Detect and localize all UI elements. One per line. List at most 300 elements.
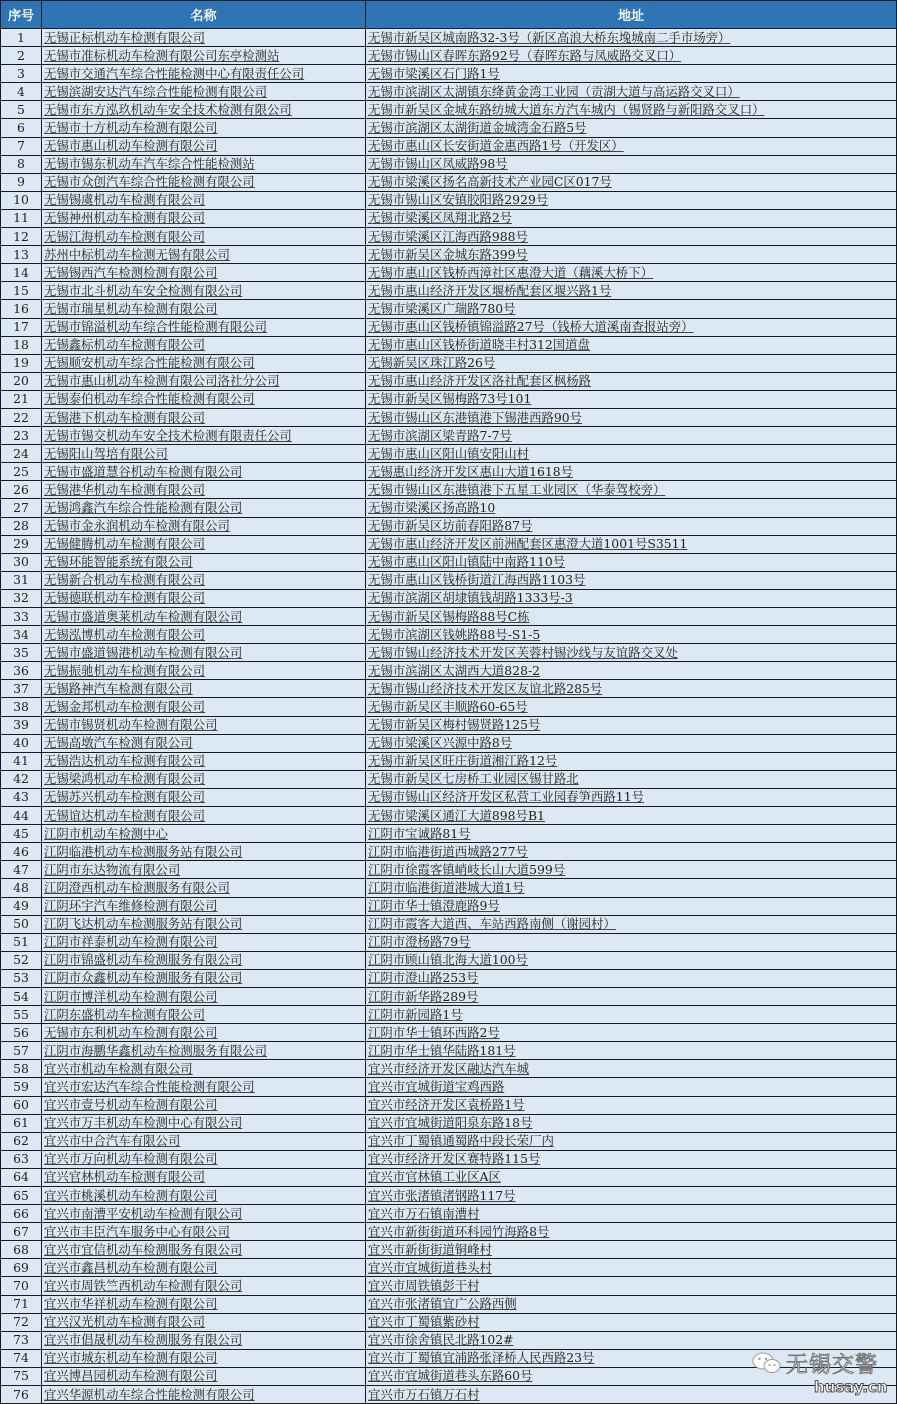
table-row [1, 300, 897, 318]
cell-address: 宜兴市新街街道铜峰村 [366, 1241, 897, 1259]
cell-address: 宜兴市宜城街道阳泉东路18号 [366, 1114, 897, 1132]
cell-no: 57 [1, 1042, 42, 1060]
cell-address: 无锡市新吴区丰顺路60-65号 [366, 698, 897, 716]
table-row [1, 282, 897, 300]
table-row [1, 1367, 897, 1385]
cell-name: 无锡德联机动车检测有限公司 [42, 589, 366, 607]
table-row [1, 608, 897, 626]
cell-no: 22 [1, 408, 42, 426]
table-row [1, 209, 897, 227]
cell-no: 2 [1, 47, 42, 65]
cell-address: 无锡市锡山区安镇胶阳路2929号 [366, 191, 897, 209]
cell-address: 宜兴市经济开发区赛特路115号 [366, 1150, 897, 1168]
cell-address: 宜兴市经济开发区融达汽车城 [366, 1060, 897, 1078]
table-row [1, 1168, 897, 1186]
cell-no: 32 [1, 589, 42, 607]
table-row [1, 915, 897, 933]
cell-address: 宜兴市官林镇工业区A区 [366, 1168, 897, 1186]
cell-name: 宜兴华源机动车综合性能检测有限公司 [42, 1386, 366, 1404]
table-row [1, 191, 897, 209]
cell-no: 1 [1, 29, 42, 47]
cell-name: 江阴市机动车检测中心 [42, 825, 366, 843]
cell-name: 无锡港华机动车检测有限公司 [42, 481, 366, 499]
cell-address: 无锡市锡山经济技术开发区芙蓉村锡沙线与友谊路交叉处 [366, 644, 897, 662]
cell-name: 无锡市十方机动车检测有限公司 [42, 119, 366, 137]
cell-name: 无锡市锡东机动车汽车综合性能检测站 [42, 155, 366, 173]
table-row [1, 173, 897, 191]
table-header-row [1, 1, 897, 29]
cell-address: 无锡市惠山经济开发区洛社配套区枫杨路 [366, 372, 897, 390]
table-row [1, 1096, 897, 1114]
cell-no: 63 [1, 1150, 42, 1168]
cell-address: 无锡市新吴区锡梅路73号101 [366, 390, 897, 408]
cell-no: 50 [1, 915, 42, 933]
cell-address: 无锡市梁溪区扬高路10 [366, 499, 897, 517]
cell-name: 宜兴市宜信机动车检测服务有限公司 [42, 1241, 366, 1259]
cell-address: 无锡市锡山区春晖东路92号（春晖东路与凤威路交叉口） [366, 47, 897, 65]
cell-no: 43 [1, 788, 42, 806]
cell-no: 56 [1, 1024, 42, 1042]
cell-name: 宜兴市宏达汽车综合性能检测有限公司 [42, 1078, 366, 1096]
cell-address: 无锡市新吴区金城东路399号 [366, 246, 897, 264]
cell-address: 宜兴市徐舍镇民北路102# [366, 1331, 897, 1349]
table-row [1, 1132, 897, 1150]
table-row [1, 734, 897, 752]
cell-name: 无锡泓博机动车检测有限公司 [42, 626, 366, 644]
cell-no: 69 [1, 1259, 42, 1277]
cell-address: 宜兴市丁蜀镇宜浦路张泽桥人民西路23号 [366, 1349, 897, 1367]
cell-name: 宜兴市壹号机动车检测有限公司 [42, 1096, 366, 1114]
cell-address: 无锡惠山经济开发区惠山大道1618号 [366, 463, 897, 481]
cell-name: 无锡市交通汽车综合性能检测中心有限责任公司 [42, 65, 366, 83]
cell-name: 江阴市东达物流有限公司 [42, 861, 366, 879]
table-row [1, 752, 897, 770]
cell-no: 60 [1, 1096, 42, 1114]
cell-no: 15 [1, 282, 42, 300]
cell-no: 45 [1, 825, 42, 843]
cell-no: 12 [1, 228, 42, 246]
cell-no: 47 [1, 861, 42, 879]
table-row [1, 680, 897, 698]
table-row [1, 1078, 897, 1096]
table-row [1, 1223, 897, 1241]
cell-no: 28 [1, 517, 42, 535]
cell-no: 5 [1, 101, 42, 119]
cell-address: 无锡市惠山区钱桥街道江海西路1103号 [366, 571, 897, 589]
table-row [1, 644, 897, 662]
table-row [1, 1187, 897, 1205]
cell-no: 16 [1, 300, 42, 318]
table-row [1, 445, 897, 463]
cell-no: 52 [1, 951, 42, 969]
table-row [1, 137, 897, 155]
cell-address: 无锡市梁溪区扬名高新技术产业园C区017号 [366, 173, 897, 191]
cell-name: 宜兴市鑫昌机动车检测有限公司 [42, 1259, 366, 1277]
cell-no: 9 [1, 173, 42, 191]
cell-no: 53 [1, 969, 42, 987]
cell-name: 无锡锡虞机动车检测有限公司 [42, 191, 366, 209]
cell-address: 无锡市惠山经济开发区前洲配套区惠澄大道1001号S3511 [366, 535, 897, 553]
cell-name: 宜兴市周铁竺西机动车检测有限公司 [42, 1277, 366, 1295]
cell-address: 江阴市宝诚路81号 [366, 825, 897, 843]
cell-no: 20 [1, 372, 42, 390]
cell-address: 宜兴市宜城街道巷头东路60号 [366, 1367, 897, 1385]
cell-no: 24 [1, 445, 42, 463]
table-row [1, 1277, 897, 1295]
cell-no: 68 [1, 1241, 42, 1259]
cell-address: 宜兴市经济开发区袁桥路1号 [366, 1096, 897, 1114]
table-row [1, 825, 897, 843]
cell-address: 无锡市滨湖区梁青路7-7号 [366, 427, 897, 445]
cell-no: 27 [1, 499, 42, 517]
cell-no: 10 [1, 191, 42, 209]
table-row [1, 1259, 897, 1277]
cell-name: 宜兴市城东机动车检测有限公司 [42, 1349, 366, 1367]
cell-name: 无锡市惠山机动车检测有限公司洛社分公司 [42, 372, 366, 390]
table-row [1, 228, 897, 246]
cell-address: 无锡市梁溪区石门路1号 [366, 65, 897, 83]
cell-address: 无锡市梁溪区广瑞路780号 [366, 300, 897, 318]
cell-address: 无锡市惠山区钱桥西漳社区惠澄大道（藕溪大桥下） [366, 264, 897, 282]
table-row [1, 408, 897, 426]
cell-no: 66 [1, 1205, 42, 1223]
cell-address: 江阴市华士镇环西路2号 [366, 1024, 897, 1042]
table-row [1, 1006, 897, 1024]
cell-no: 41 [1, 752, 42, 770]
cell-name: 无锡市东利机动车检测有限公司 [42, 1024, 366, 1042]
cell-no: 31 [1, 571, 42, 589]
cell-no: 54 [1, 987, 42, 1005]
cell-no: 48 [1, 879, 42, 897]
cell-name: 无锡鑫标机动车检测有限公司 [42, 336, 366, 354]
cell-name: 无锡顺安机动车综合性能检测有限公司 [42, 354, 366, 372]
table-row [1, 1349, 897, 1367]
cell-no: 75 [1, 1367, 42, 1385]
table-row [1, 246, 897, 264]
cell-address: 无锡市梁溪区凤翔北路2号 [366, 209, 897, 227]
cell-name: 无锡市锡贤机动车检测有限公司 [42, 716, 366, 734]
cell-name: 无锡泰伯机动车综合性能检测有限公司 [42, 390, 366, 408]
cell-no: 3 [1, 65, 42, 83]
cell-name: 苏州中标机动车检测无锡有限公司 [42, 246, 366, 264]
table-row [1, 1313, 897, 1331]
cell-address: 无锡新吴区珠江路26号 [366, 354, 897, 372]
cell-no: 58 [1, 1060, 42, 1078]
cell-no: 40 [1, 734, 42, 752]
table-row [1, 987, 897, 1005]
cell-no: 64 [1, 1168, 42, 1186]
table-row [1, 933, 897, 951]
cell-name: 无锡谊达机动车检测有限公司 [42, 807, 366, 825]
table-row [1, 83, 897, 101]
table-row [1, 47, 897, 65]
cell-no: 51 [1, 933, 42, 951]
cell-address: 无锡市梁溪区兴源中路8号 [366, 734, 897, 752]
cell-address: 无锡市惠山区钱桥镇锦溢路27号（钱桥大道溪南查报站旁） [366, 318, 897, 336]
cell-no: 38 [1, 698, 42, 716]
cell-name: 无锡健腾机动车检测有限公司 [42, 535, 366, 553]
cell-name: 无锡市东方泓玖机动车安全技术检测有限公司 [42, 101, 366, 119]
cell-name: 无锡锡西汽车检测检测有限公司 [42, 264, 366, 282]
table-row [1, 318, 897, 336]
cell-no: 33 [1, 608, 42, 626]
cell-address: 无锡市新吴区锡梅路88号C栋 [366, 608, 897, 626]
table-row [1, 626, 897, 644]
table-row [1, 879, 897, 897]
cell-address: 无锡市新吴区梅村锡贤路125号 [366, 716, 897, 734]
cell-name: 宜兴市中合汽车有限公司 [42, 1132, 366, 1150]
cell-address: 无锡市新吴区七房桥工业园区锡甘路北 [366, 770, 897, 788]
table-row [1, 1150, 897, 1168]
cell-name: 无锡滨湖安达汽车综合性能检测有限公司 [42, 83, 366, 101]
cell-address: 无锡市滨湖区钱姚路88号-S1-5 [366, 626, 897, 644]
cell-no: 46 [1, 843, 42, 861]
cell-name: 无锡市惠山机动车检测有限公司 [42, 137, 366, 155]
cell-address: 无锡市新吴区城南路32-3号（新区高浪大桥东堍城南二手市场旁） [366, 29, 897, 47]
cell-address: 江阴市澄山路253号 [366, 969, 897, 987]
cell-address: 无锡市锡山区东港镇港下五星工业园区（华泰驾校旁） [366, 481, 897, 499]
table-row [1, 553, 897, 571]
cell-name: 无锡神州机动车检测有限公司 [42, 209, 366, 227]
cell-address: 江阴市临港街道西城路277号 [366, 843, 897, 861]
table-row [1, 698, 897, 716]
cell-name: 宜兴市华祥机动车检测有限公司 [42, 1295, 366, 1313]
cell-address: 无锡市锡山经济技术开发区友谊北路285号 [366, 680, 897, 698]
cell-no: 29 [1, 535, 42, 553]
table-row [1, 1024, 897, 1042]
cell-name: 宜兴汉光机动车检测有限公司 [42, 1313, 366, 1331]
cell-address: 宜兴市丁蜀镇通蜀路中段长荣厂内 [366, 1132, 897, 1150]
cell-address: 宜兴市新街街道环科园竹海路8号 [366, 1223, 897, 1241]
cell-no: 35 [1, 644, 42, 662]
cell-no: 7 [1, 137, 42, 155]
cell-name: 江阴市祥泰机动车检测有限公司 [42, 933, 366, 951]
table-row [1, 336, 897, 354]
cell-name: 宜兴市丰臣汽车服务中心有限公司 [42, 1223, 366, 1241]
table-row [1, 716, 897, 734]
cell-name: 无锡金邦机动车检测有限公司 [42, 698, 366, 716]
table-row [1, 427, 897, 445]
cell-no: 6 [1, 119, 42, 137]
cell-address: 无锡市滨湖区太湖西大道828-2 [366, 662, 897, 680]
cell-address: 江阴市华士镇华陆路181号 [366, 1042, 897, 1060]
cell-name: 江阴市众鑫机动车检测服务有限公司 [42, 969, 366, 987]
cell-address: 无锡市锡山区东港镇港下锡港西路90号 [366, 408, 897, 426]
cell-name: 无锡环能智能系统有限公司 [42, 553, 366, 571]
cell-address: 无锡市新吴区坊前春阳路87号 [366, 517, 897, 535]
table-row [1, 535, 897, 553]
cell-no: 39 [1, 716, 42, 734]
table-row [1, 481, 897, 499]
table-row [1, 65, 897, 83]
cell-address: 无锡市滨湖区太湖街道金城湾金石路5号 [366, 119, 897, 137]
table-row [1, 1042, 897, 1060]
cell-name: 无锡路神汽车检测有限公司 [42, 680, 366, 698]
cell-no: 17 [1, 318, 42, 336]
table-row [1, 101, 897, 119]
cell-name: 无锡市锡交机动车安全技术检测有限责任公司 [42, 427, 366, 445]
cell-address: 无锡市惠山区长安街道金惠西路1号（开发区） [366, 137, 897, 155]
cell-name: 无锡市盛道锡港机动车检测有限公司 [42, 644, 366, 662]
cell-name: 宜兴市桃溪机动车检测有限公司 [42, 1187, 366, 1205]
table-row [1, 843, 897, 861]
cell-name: 江阴东盛机动车检测有限公司 [42, 1006, 366, 1024]
cell-no: 44 [1, 807, 42, 825]
cell-name: 无锡正标机动车检测有限公司 [42, 29, 366, 47]
cell-address: 无锡市梁溪区通江大道898号B1 [366, 807, 897, 825]
table-row [1, 1114, 897, 1132]
cell-no: 26 [1, 481, 42, 499]
cell-name: 无锡浩达机动车检测有限公司 [42, 752, 366, 770]
cell-name: 无锡梁鸿机动车检测有限公司 [42, 770, 366, 788]
cell-address: 无锡市惠山区钱桥街道晓丰村312国道盘 [366, 336, 897, 354]
cell-address: 江阴市新华路289号 [366, 987, 897, 1005]
cell-address: 无锡市滨湖区太湖镇东绛黄金湾工业园（贡湖大道与高运路交叉口） [366, 83, 897, 101]
cell-name: 江阴市博洋机动车检测有限公司 [42, 987, 366, 1005]
header-name: 名称 [42, 1, 366, 29]
cell-name: 宜兴市南漕平安机动车检测有限公司 [42, 1205, 366, 1223]
cell-name: 无锡市北斗机动车安全检测有限公司 [42, 282, 366, 300]
cell-address: 宜兴市宜城街道宝鸡西路 [366, 1078, 897, 1096]
cell-no: 76 [1, 1386, 42, 1404]
cell-name: 无锡鸿鑫汽车综合性能检测有限公司 [42, 499, 366, 517]
cell-address: 江阴市新园路1号 [366, 1006, 897, 1024]
table-row [1, 951, 897, 969]
table-row [1, 390, 897, 408]
cell-no: 42 [1, 770, 42, 788]
cell-no: 62 [1, 1132, 42, 1150]
table-row [1, 571, 897, 589]
cell-no: 70 [1, 1277, 42, 1295]
cell-name: 无锡市众创汽车综合性能检测有限公司 [42, 173, 366, 191]
table-row [1, 662, 897, 680]
cell-name: 宜兴市万丰机动车检测中心有限公司 [42, 1114, 366, 1132]
cell-address: 江阴市徐霞客镇峭岐长山大道599号 [366, 861, 897, 879]
cell-address: 江阴市华士镇澄鹿路9号 [366, 897, 897, 915]
cell-address: 宜兴市周铁镇彭干村 [366, 1277, 897, 1295]
cell-address: 无锡市惠山区阳山镇陆中南路110号 [366, 553, 897, 571]
cell-name: 江阴澄西机动车检测服务有限公司 [42, 879, 366, 897]
cell-name: 无锡市金永润机动车检测有限公司 [42, 517, 366, 535]
cell-name: 无锡市盛道奥莱机动车检测有限公司 [42, 608, 366, 626]
cell-no: 37 [1, 680, 42, 698]
table-row [1, 788, 897, 806]
cell-name: 无锡市锦溢机动车综合性能检测有限公司 [42, 318, 366, 336]
table-row [1, 372, 897, 390]
cell-address: 无锡市锡山区经济开发区私营工业园春笋西路11号 [366, 788, 897, 806]
cell-no: 19 [1, 354, 42, 372]
cell-name: 无锡振驰机动车检测有限公司 [42, 662, 366, 680]
table-row [1, 1331, 897, 1349]
table-row [1, 1241, 897, 1259]
table-row [1, 463, 897, 481]
cell-address: 宜兴市万石镇万石村 [366, 1386, 897, 1404]
cell-name: 宜兴市倡晟机动车检测服务有限公司 [42, 1331, 366, 1349]
cell-name: 无锡阳山驾培有限公司 [42, 445, 366, 463]
table-row [1, 29, 897, 47]
cell-address: 无锡市惠山经济开发区堰桥配套区堰兴路1号 [366, 282, 897, 300]
table-body [1, 29, 897, 1404]
cell-address: 无锡市新吴区旺庄街道湘江路12号 [366, 752, 897, 770]
table-row [1, 264, 897, 282]
cell-no: 14 [1, 264, 42, 282]
cell-no: 59 [1, 1078, 42, 1096]
cell-name: 江阴市海鹏华鑫机动车检测服务有限公司 [42, 1042, 366, 1060]
cell-name: 宜兴市万向机动车检测有限公司 [42, 1150, 366, 1168]
cell-name: 宜兴博昌园机动车检测有限公司 [42, 1367, 366, 1385]
cell-no: 55 [1, 1006, 42, 1024]
cell-address: 江阴市澄杨路79号 [366, 933, 897, 951]
table-row [1, 1386, 897, 1404]
cell-name: 江阴飞达机动车检测服务站有限公司 [42, 915, 366, 933]
table-row [1, 517, 897, 535]
cell-no: 36 [1, 662, 42, 680]
cell-address: 宜兴市万石镇南漕村 [366, 1205, 897, 1223]
cell-name: 无锡市瑞星机动车检测有限公司 [42, 300, 366, 318]
table-row [1, 589, 897, 607]
cell-address: 无锡市新吴区金城东路纺城大道东方汽车城内（锡贤路与新阳路交叉口） [366, 101, 897, 119]
cell-no: 74 [1, 1349, 42, 1367]
cell-address: 宜兴市宜城街道巷头村 [366, 1259, 897, 1277]
watermark-title: 无锡交警 [786, 1353, 879, 1378]
cell-address: 江阴市临港街道港城大道1号 [366, 879, 897, 897]
cell-no: 21 [1, 390, 42, 408]
cell-name: 江阴市锦盛机动车检测服务有限公司 [42, 951, 366, 969]
table-row [1, 119, 897, 137]
watermark-url: husay.cn [814, 1378, 888, 1396]
cell-name: 无锡新合机动车检测有限公司 [42, 571, 366, 589]
cell-no: 49 [1, 897, 42, 915]
cell-no: 18 [1, 336, 42, 354]
cell-no: 23 [1, 427, 42, 445]
cell-address: 宜兴市丁蜀镇紫砂村 [366, 1313, 897, 1331]
cell-no: 25 [1, 463, 42, 481]
table-row [1, 1205, 897, 1223]
table-row [1, 1060, 897, 1078]
table-row [1, 1295, 897, 1313]
table-row [1, 499, 897, 517]
table-row [1, 861, 897, 879]
header-address: 地址 [366, 1, 897, 29]
table-row [1, 155, 897, 173]
cell-address: 宜兴市张渚镇宜广公路西侧 [366, 1295, 897, 1313]
cell-no: 4 [1, 83, 42, 101]
cell-no: 34 [1, 626, 42, 644]
cell-name: 无锡江海机动车检测有限公司 [42, 228, 366, 246]
cell-no: 13 [1, 246, 42, 264]
cell-name: 无锡港下机动车检测有限公司 [42, 408, 366, 426]
cell-no: 72 [1, 1313, 42, 1331]
cell-address: 无锡市锡山区凤威路98号 [366, 155, 897, 173]
cell-address: 无锡市梁溪区江海西路988号 [366, 228, 897, 246]
cell-name: 无锡苏兴机动车检测有限公司 [42, 788, 366, 806]
cell-no: 11 [1, 209, 42, 227]
cell-no: 30 [1, 553, 42, 571]
cell-address: 江阴市霞客大道西、车站西路南侧（谢园村） [366, 915, 897, 933]
cell-name: 宜兴市机动车检测有限公司 [42, 1060, 366, 1078]
cell-address: 无锡市惠山区阳山镇安阳山村 [366, 445, 897, 463]
cell-name: 江阴临港机动车检测服务站有限公司 [42, 843, 366, 861]
cell-no: 71 [1, 1295, 42, 1313]
cell-address: 无锡市滨湖区胡埭镇钱胡路1333号-3 [366, 589, 897, 607]
cell-no: 8 [1, 155, 42, 173]
cell-no: 73 [1, 1331, 42, 1349]
table-row [1, 807, 897, 825]
cell-address: 江阴市顾山镇北海大道100号 [366, 951, 897, 969]
header-no: 序号 [1, 1, 42, 29]
cell-address: 宜兴市张渚镇渚钢路117号 [366, 1187, 897, 1205]
cell-name: 无锡高墩汽车检测有限公司 [42, 734, 366, 752]
